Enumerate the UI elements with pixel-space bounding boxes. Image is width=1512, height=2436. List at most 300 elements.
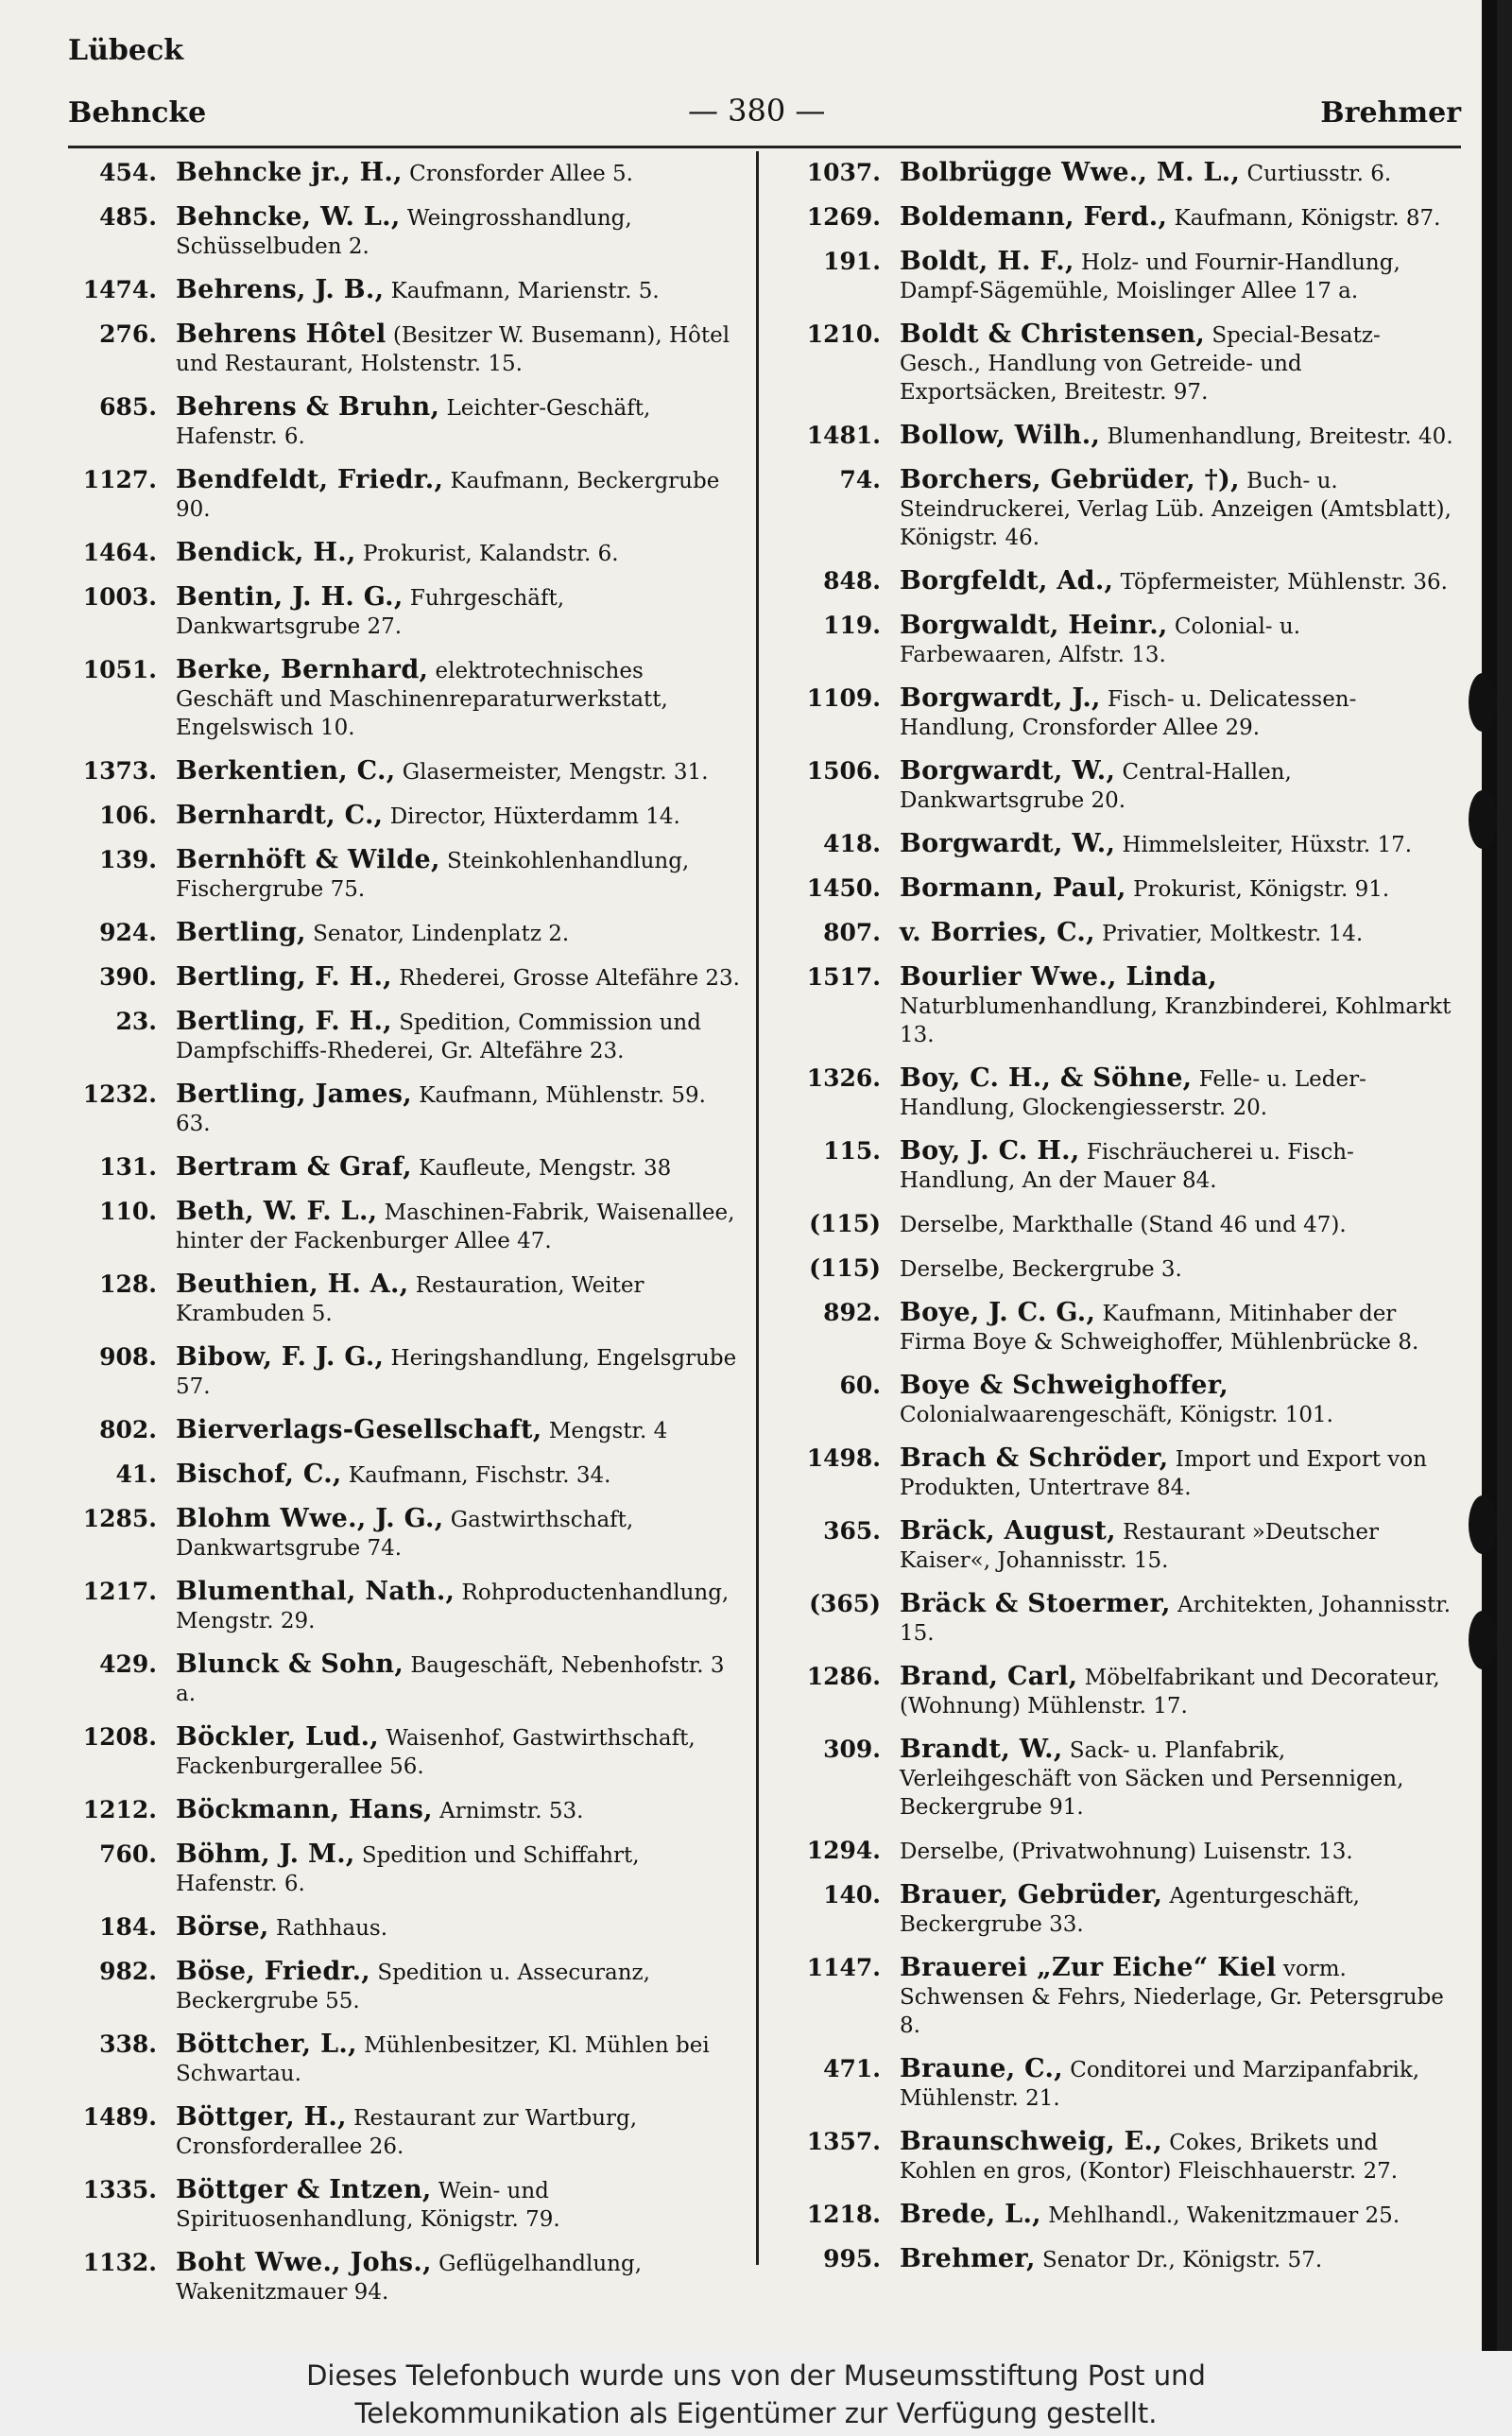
entry-text [900, 874, 1459, 904]
entry-text [900, 1954, 1459, 2040]
directory-entry [66, 393, 741, 451]
phone-number: 1127. [82, 466, 157, 493]
footer-line-2: Telekommunikation als Eigentümer zur Verfügung gestellt. [354, 2397, 1158, 2429]
directory-entry [786, 757, 1459, 815]
subscriber-name: Boldt & Christensen, [900, 320, 1206, 349]
subscriber-details: Wein- und Spirituosenhandlung, Königstr. 79. [176, 2179, 560, 2232]
directory-entry [786, 919, 1459, 948]
phone-number: 1285. [82, 1505, 157, 1532]
phone-number: 1474. [82, 276, 157, 303]
subscriber-name: Bentin, J. H. G., [176, 582, 404, 612]
subscriber-name: Behncke, W. L., [176, 202, 401, 232]
phone-number: 365. [823, 1517, 881, 1545]
subscriber-details: Mehlhandl., Wakenitzmauer 25. [1048, 2203, 1400, 2228]
directory-entry [786, 159, 1459, 188]
phone-number: 1232. [82, 1080, 157, 1108]
subscriber-name: Böttcher, L., [176, 2030, 357, 2059]
subscriber-name: Borgwardt, J., [900, 683, 1101, 713]
entry-text [900, 684, 1459, 742]
directory-entry [66, 2030, 741, 2088]
directory-entry [786, 1444, 1459, 1502]
subscriber-name: Bibow, F. J. G., [176, 1342, 385, 1372]
punch-hole [1469, 790, 1497, 849]
phone-number: 1498. [806, 1444, 881, 1472]
phone-number: 309. [823, 1736, 881, 1763]
subscriber-details: elektrotechnisches Geschäft und Maschinenreparaturwerkstatt, Engelswisch 10. [176, 659, 668, 740]
phone-number: 74. [839, 466, 881, 493]
subscriber-name: Boye & Schweighoffer, [900, 1371, 1229, 1400]
directory-entry [66, 656, 741, 742]
directory-entry [66, 1153, 741, 1183]
entry-text [900, 2128, 1459, 2185]
entry-text [176, 2030, 741, 2088]
phone-number: 995. [823, 2245, 881, 2272]
phone-number: 418. [823, 830, 881, 857]
right-keyword: Brehmer [1320, 96, 1461, 130]
phone-number: 106. [99, 802, 157, 829]
entry-text [176, 320, 741, 378]
header-rule [68, 146, 1461, 148]
directory-entry [786, 684, 1459, 742]
directory-entry [786, 2128, 1459, 2185]
entry-text [176, 1460, 741, 1490]
directory-entry [66, 919, 741, 948]
subscriber-name: Braunschweig, E., [900, 2127, 1162, 2156]
directory-entry [786, 1837, 1459, 1866]
directory-entry [786, 466, 1459, 552]
entry-text [900, 1210, 1459, 1239]
subscriber-name: Beuthien, H. A., [176, 1270, 409, 1299]
subscriber-details: Spedition und Schiffahrt, Hafenstr. 6. [176, 1843, 640, 1896]
entry-text [176, 757, 741, 786]
directory-entry [66, 1958, 741, 2015]
subscriber-details: Kaufmann, Fischstr. 34. [348, 1463, 611, 1488]
directory-entry [786, 320, 1459, 406]
subscriber-name: Brand, Carl, [900, 1662, 1078, 1691]
phone-number: 1286. [806, 1663, 881, 1690]
entry-text [900, 159, 1459, 188]
phone-number: 1003. [82, 583, 157, 611]
directory-entry [786, 1137, 1459, 1195]
subscriber-name: Bolbrügge Wwe., M. L., [900, 158, 1241, 187]
entry-text [176, 1198, 741, 1255]
subscriber-name: Bourlier Wwe., Linda, [900, 962, 1217, 992]
subscriber-name: Behrens, J. B., [176, 275, 385, 304]
subscriber-name: Boy, C. H., & Söhne, [900, 1063, 1193, 1093]
phone-number: (115) [809, 1210, 881, 1237]
phone-number: 139. [99, 846, 157, 873]
subscriber-name: Börse, [176, 1912, 269, 1942]
subscriber-details: Rathhaus. [275, 1916, 388, 1941]
entry-text [176, 1723, 741, 1781]
subscriber-details: Fisch- u. Delicatessen-Handlung, Cronsforder Allee 29. [900, 687, 1357, 740]
directory-entry [786, 2201, 1459, 2230]
entry-text [900, 320, 1459, 406]
subscriber-name: Böhm, J. M., [176, 1840, 355, 1869]
subscriber-details: Conditorei und Marzipanfabrik, Mühlenstr. 21. [900, 2058, 1420, 2111]
directory-entry [786, 1064, 1459, 1122]
phone-number: 1037. [806, 159, 881, 186]
subscriber-details: Architekten, Johannisstr. 15. [900, 1593, 1452, 1646]
subscriber-name: Berke, Bernhard, [176, 655, 429, 684]
directory-entry [66, 1460, 741, 1490]
subscriber-name: Böttger, H., [176, 2102, 347, 2132]
entry-text [176, 1153, 741, 1183]
subscriber-name: Berkentien, C., [176, 756, 396, 786]
directory-entry [786, 1954, 1459, 2040]
entry-text [900, 1517, 1459, 1575]
entry-text [176, 1650, 741, 1708]
subscriber-details: Holz- und Fournir-Handlung, Dampf-Sägemühle, Moislinger Allee 17 a. [900, 251, 1400, 303]
subscriber-details: Senator, Lindenplatz 2. [313, 922, 570, 946]
directory-entry [66, 539, 741, 568]
subscriber-name: Borgwardt, W., [900, 829, 1116, 858]
phone-number: 685. [99, 393, 157, 421]
directory-entry [786, 567, 1459, 596]
entry-text [176, 919, 741, 948]
subscriber-name: Blumenthal, Nath., [176, 1577, 455, 1606]
subscriber-details: Rohproductenhandlung, Mengstr. 29. [176, 1581, 730, 1633]
subscriber-name: Brauer, Gebrüder, [900, 1880, 1163, 1909]
entry-text [900, 2245, 1459, 2274]
directory-entry [66, 466, 741, 524]
subscriber-name: Borgwardt, W., [900, 756, 1116, 786]
subscriber-details: Fuhrgeschäft, Dankwartsgrube 27. [176, 586, 565, 639]
entry-text [176, 1270, 741, 1328]
subscriber-name: Bierverlags-Gesellschaft, [176, 1415, 542, 1444]
subscriber-details: Restaurant »Deutscher Kaiser«, Johannisstr. 15. [900, 1520, 1380, 1573]
entry-text [900, 612, 1459, 669]
subscriber-name: Bormann, Paul, [900, 873, 1126, 903]
entry-text [900, 919, 1459, 948]
entry-text [900, 1590, 1459, 1648]
subscriber-details: Restauration, Weiter Krambuden 5. [176, 1273, 644, 1326]
subscriber-name: Bendick, H., [176, 538, 356, 567]
directory-entry [66, 1416, 741, 1445]
phone-number: 1208. [82, 1723, 157, 1751]
directory-entry [66, 1650, 741, 1708]
subscriber-details: Baugeschäft, Nebenhofstr. 3 a. [176, 1653, 725, 1706]
entry-text [900, 1837, 1459, 1866]
phone-number: 128. [99, 1270, 157, 1298]
directory-entry [786, 2245, 1459, 2274]
phone-number: 191. [823, 248, 881, 275]
subscriber-details: Derselbe, Markthalle (Stand 46 und 47). [900, 1213, 1347, 1237]
entry-text [176, 203, 741, 261]
subscriber-details: Buch- u. Steindruckerei, Verlag Lüb. Anzeigen (Amtsblatt), Königstr. 46. [900, 469, 1452, 550]
phone-number: (365) [809, 1590, 881, 1617]
phone-number: 1464. [82, 539, 157, 566]
entry-text [900, 757, 1459, 815]
phone-number: 1373. [82, 757, 157, 785]
entry-text [176, 1008, 741, 1065]
subscriber-name: Behncke jr., H., [176, 158, 403, 187]
subscriber-details: Weingrosshandlung, Schüsselbuden 2. [176, 206, 632, 259]
directory-entry [66, 1008, 741, 1065]
directory-entry [66, 203, 741, 261]
subscriber-name: Boldemann, Ferd., [900, 202, 1168, 232]
subscriber-details: Derselbe, Beckergrube 3. [900, 1257, 1182, 1282]
directory-entry [66, 1505, 741, 1563]
subscriber-name: Brauerei „Zur Eiche“ Kiel [900, 1953, 1277, 1982]
entry-text [900, 830, 1459, 859]
phone-number: 1210. [806, 320, 881, 348]
subscriber-name: Boy, J. C. H., [900, 1136, 1080, 1166]
entry-text [900, 1663, 1459, 1720]
subscriber-name: v. Borries, C., [900, 918, 1095, 947]
directory-entry [66, 583, 741, 641]
entry-text [900, 248, 1459, 305]
subscriber-name: Boye, J. C. G., [900, 1298, 1096, 1327]
directory-entry [66, 846, 741, 904]
subscriber-name: Boht Wwe., Johs., [176, 2248, 432, 2277]
subscriber-details: Special-Besatz-Gesch., Handlung von Getreide- und Exportsäcken, Breitestr. 97. [900, 323, 1381, 405]
entry-text [176, 466, 741, 524]
subscriber-name: Borgwaldt, Heinr., [900, 611, 1168, 640]
phone-number: 1517. [806, 963, 881, 991]
subscriber-name: Behrens Hôtel [176, 320, 387, 349]
directory-entry [786, 830, 1459, 859]
directory-entry [786, 1210, 1459, 1239]
subscriber-name: Bräck & Stoermer, [900, 1589, 1171, 1618]
phone-number: 1357. [806, 2128, 881, 2155]
phone-number: 140. [823, 1881, 881, 1909]
entry-text [176, 539, 741, 568]
punch-hole [1469, 1611, 1497, 1669]
directory-entry [66, 1080, 741, 1138]
phone-number: 1450. [806, 874, 881, 902]
subscriber-details: Heringshandlung, Engelsgrube 57. [176, 1346, 737, 1399]
subscriber-details: Prokurist, Königstr. 91. [1133, 877, 1390, 902]
phone-number: 41. [115, 1460, 157, 1488]
entry-text [900, 1736, 1459, 1822]
subscriber-name: Böttger & Intzen, [176, 2175, 432, 2204]
phone-number: 390. [99, 963, 157, 991]
entry-text [176, 1913, 741, 1943]
subscriber-name: Borchers, Gebrüder, †), [900, 465, 1240, 494]
entry-text [176, 1958, 741, 2015]
punch-hole [1469, 673, 1497, 732]
entry-text [176, 1080, 741, 1138]
entry-text [900, 1444, 1459, 1502]
subscriber-name: Blunck & Sohn, [176, 1650, 404, 1679]
directory-entry [786, 963, 1459, 1049]
subscriber-details: Director, Hüxterdamm 14. [389, 804, 680, 829]
directory-entry [786, 1663, 1459, 1720]
subscriber-name: Bräck, August, [900, 1516, 1116, 1546]
subscriber-details: Colonial- u. Farbewaaren, Alfstr. 13. [900, 614, 1301, 667]
subscriber-name: Böse, Friedr., [176, 1957, 370, 1986]
subscriber-details: (Besitzer W. Busemann), Hôtel und Restaurant, Holstenstr. 15. [176, 323, 730, 376]
directory-entry [66, 1723, 741, 1781]
directory-entry [786, 1299, 1459, 1356]
directory-entry [66, 1578, 741, 1635]
entry-text [900, 1064, 1459, 1122]
subscriber-details: Arnimstr. 53. [439, 1799, 584, 1823]
entry-text [900, 422, 1459, 451]
phone-number: 1506. [806, 757, 881, 785]
phone-number: 760. [99, 1840, 157, 1868]
entry-text [176, 159, 741, 188]
subscriber-details: Colonialwaarengeschäft, Königstr. 101. [900, 1403, 1333, 1427]
subscriber-details: Spedition u. Assecuranz, Beckergrube 55. [176, 1961, 650, 2013]
entry-text [176, 393, 741, 451]
phone-number: 131. [99, 1153, 157, 1181]
directory-entry [786, 248, 1459, 305]
entry-text [176, 2176, 741, 2234]
directory-entry [66, 320, 741, 378]
left-column [66, 159, 741, 2322]
entry-text [900, 2201, 1459, 2230]
phone-number: 1489. [82, 2103, 157, 2131]
punch-hole [1469, 1495, 1497, 1554]
subscriber-details: Agenturgeschäft, Beckergrube 33. [900, 1884, 1360, 1937]
phone-number: 1294. [806, 1837, 881, 1864]
subscriber-details: Waisenhof, Gastwirthschaft, Fackenburgerallee 56. [176, 1726, 696, 1779]
phone-number: (115) [809, 1254, 881, 1282]
phone-number: 184. [99, 1913, 157, 1941]
city-heading: Lübeck [68, 34, 184, 67]
phone-number: 1109. [806, 684, 881, 712]
directory-entry [66, 963, 741, 993]
subscriber-details: Kaufmann, Mühlenstr. 59. 63. [176, 1083, 706, 1136]
subscriber-name: Boldt, H. F., [900, 247, 1074, 276]
subscriber-details: Senator Dr., Königstr. 57. [1041, 2248, 1323, 2272]
phone-number: 1147. [806, 1954, 881, 1981]
subscriber-name: Bertling, [176, 918, 306, 947]
subscriber-details: Mühlenbesitzer, Kl. Mühlen bei Schwartau. [176, 2033, 710, 2086]
phone-number: 807. [823, 919, 881, 946]
subscriber-details: Geflügelhandlung, Wakenitzmauer 94. [176, 2252, 643, 2305]
phone-number: 338. [99, 2030, 157, 2058]
directory-entry [786, 203, 1459, 233]
subscriber-details: vorm. Schwensen & Fehrs, Niederlage, Gr. Petersgrube 8. [900, 1957, 1444, 2038]
subscriber-name: Borgfeldt, Ad., [900, 566, 1114, 596]
entry-text [176, 802, 741, 831]
phone-number: 892. [823, 1299, 881, 1326]
subscriber-details: Steinkohlenhandlung, Fischergrube 75. [176, 849, 690, 902]
phone-number: 471. [823, 2055, 881, 2082]
directory-entry [786, 874, 1459, 904]
phone-number: 1132. [82, 2249, 157, 2276]
subscriber-details: Spedition, Commission und Dampfschiffs-Rhederei, Gr. Altefähre 23. [176, 1011, 701, 1063]
entry-text [176, 963, 741, 993]
entry-text [176, 1505, 741, 1563]
subscriber-details: Kaufmann, Königstr. 87. [1174, 206, 1441, 231]
entry-text [176, 2249, 741, 2306]
phone-number: 1212. [82, 1796, 157, 1823]
subscriber-name: Bollow, Wilh., [900, 421, 1101, 450]
directory-entry [66, 1270, 741, 1328]
entry-text [900, 567, 1459, 596]
phone-number: 110. [99, 1198, 157, 1225]
phone-number: 1335. [82, 2176, 157, 2203]
entry-text [900, 1137, 1459, 1195]
subscriber-details: Privatier, Moltkestr. 14. [1102, 922, 1364, 946]
subscriber-details: Kaufmann, Beckergrube 90. [176, 469, 720, 522]
subscriber-details: Fischräucherei u. Fisch-Handlung, An der Mauer 84. [900, 1140, 1354, 1193]
entry-text [176, 2103, 741, 2161]
directory-entry [786, 422, 1459, 451]
entry-text [176, 846, 741, 904]
subscriber-name: Brandt, W., [900, 1735, 1063, 1764]
entry-text [176, 1416, 741, 1445]
subscriber-name: Brede, L., [900, 2200, 1041, 2229]
subscriber-name: Brach & Schröder, [900, 1443, 1169, 1473]
entry-text [900, 1299, 1459, 1356]
directory-entry [66, 757, 741, 786]
subscriber-details: Möbelfabrikant und Decorateur, (Wohnung) Mühlenstr. 17. [900, 1666, 1440, 1719]
directory-entry [66, 1840, 741, 1898]
footer-line-1: Dieses Telefonbuch wurde uns von der Museumsstiftung Post und [306, 2359, 1206, 2392]
subscriber-details: Leichter-Geschäft, Hafenstr. 6. [176, 396, 651, 449]
entry-text [900, 1881, 1459, 1939]
directory-entry [66, 159, 741, 188]
subscriber-name: Bernhöft & Wilde, [176, 845, 440, 874]
subscriber-details: Glasermeister, Mengstr. 31. [402, 760, 709, 785]
subscriber-details: Sack- u. Planfabrik, Verleihgeschäft von Säcken und Persennigen, Beckergrube 91. [900, 1738, 1404, 1820]
subscriber-details: Felle- u. Leder-Handlung, Glockengiesserstr. 20. [900, 1067, 1366, 1120]
entry-text [900, 1254, 1459, 1284]
subscriber-details: Kaufmann, Marienstr. 5. [390, 279, 660, 303]
phone-number: 1051. [82, 656, 157, 683]
column-divider [756, 151, 759, 2265]
phone-number: 1481. [806, 422, 881, 449]
directory-entry [786, 1590, 1459, 1648]
subscriber-name: Beth, W. F. L., [176, 1197, 378, 1226]
subscriber-name: Behrens & Bruhn, [176, 392, 440, 422]
subscriber-name: Bertling, F. H., [176, 1007, 392, 1036]
directory-entry [66, 276, 741, 305]
subscriber-name: Brehmer, [900, 2244, 1036, 2273]
subscriber-details: Restaurant zur Wartburg, Cronsforderallee 26. [176, 2106, 638, 2159]
subscriber-details: Cronsforder Allee 5. [409, 162, 633, 186]
subscriber-details: Gastwirthschaft, Dankwartsgrube 74. [176, 1508, 634, 1561]
subscriber-name: Böckler, Lud., [176, 1722, 379, 1752]
phone-number: 848. [823, 567, 881, 595]
subscriber-name: Braune, C., [900, 2054, 1063, 2083]
subscriber-details: Derselbe, (Privatwohnung) Luisenstr. 13. [900, 1840, 1353, 1864]
phone-number: 60. [839, 1372, 881, 1399]
subscriber-details: Kaufleute, Mengstr. 38 [419, 1156, 672, 1181]
entry-text [176, 583, 741, 641]
directory-entry [786, 612, 1459, 669]
phone-number: 485. [99, 203, 157, 231]
directory-entry [66, 2176, 741, 2234]
subscriber-name: Blohm Wwe., J. G., [176, 1504, 444, 1533]
directory-entry [66, 1913, 741, 1943]
directory-entry [786, 2055, 1459, 2113]
entry-text [176, 1578, 741, 1635]
subscriber-name: Bendfeldt, Friedr., [176, 465, 444, 494]
phone-number: 119. [823, 612, 881, 639]
entry-text [900, 963, 1459, 1049]
page-number: — 380 — [688, 93, 826, 129]
subscriber-details: Maschinen-Fabrik, Waisenallee, hinter der Fackenburger Allee 47. [176, 1201, 735, 1253]
directory-entry [786, 1517, 1459, 1575]
phone-number: 1217. [82, 1578, 157, 1605]
phone-number: 115. [823, 1137, 881, 1165]
entry-text [176, 1796, 741, 1825]
phone-number: 1218. [806, 2201, 881, 2228]
phone-number: 1269. [806, 203, 881, 231]
directory-entry [66, 2249, 741, 2306]
directory-entry [66, 2103, 741, 2161]
phone-number: 429. [99, 1650, 157, 1678]
phone-number: 982. [99, 1958, 157, 1985]
subscriber-details: Mengstr. 4 [548, 1419, 668, 1443]
subscriber-name: Bischof, C., [176, 1460, 342, 1489]
